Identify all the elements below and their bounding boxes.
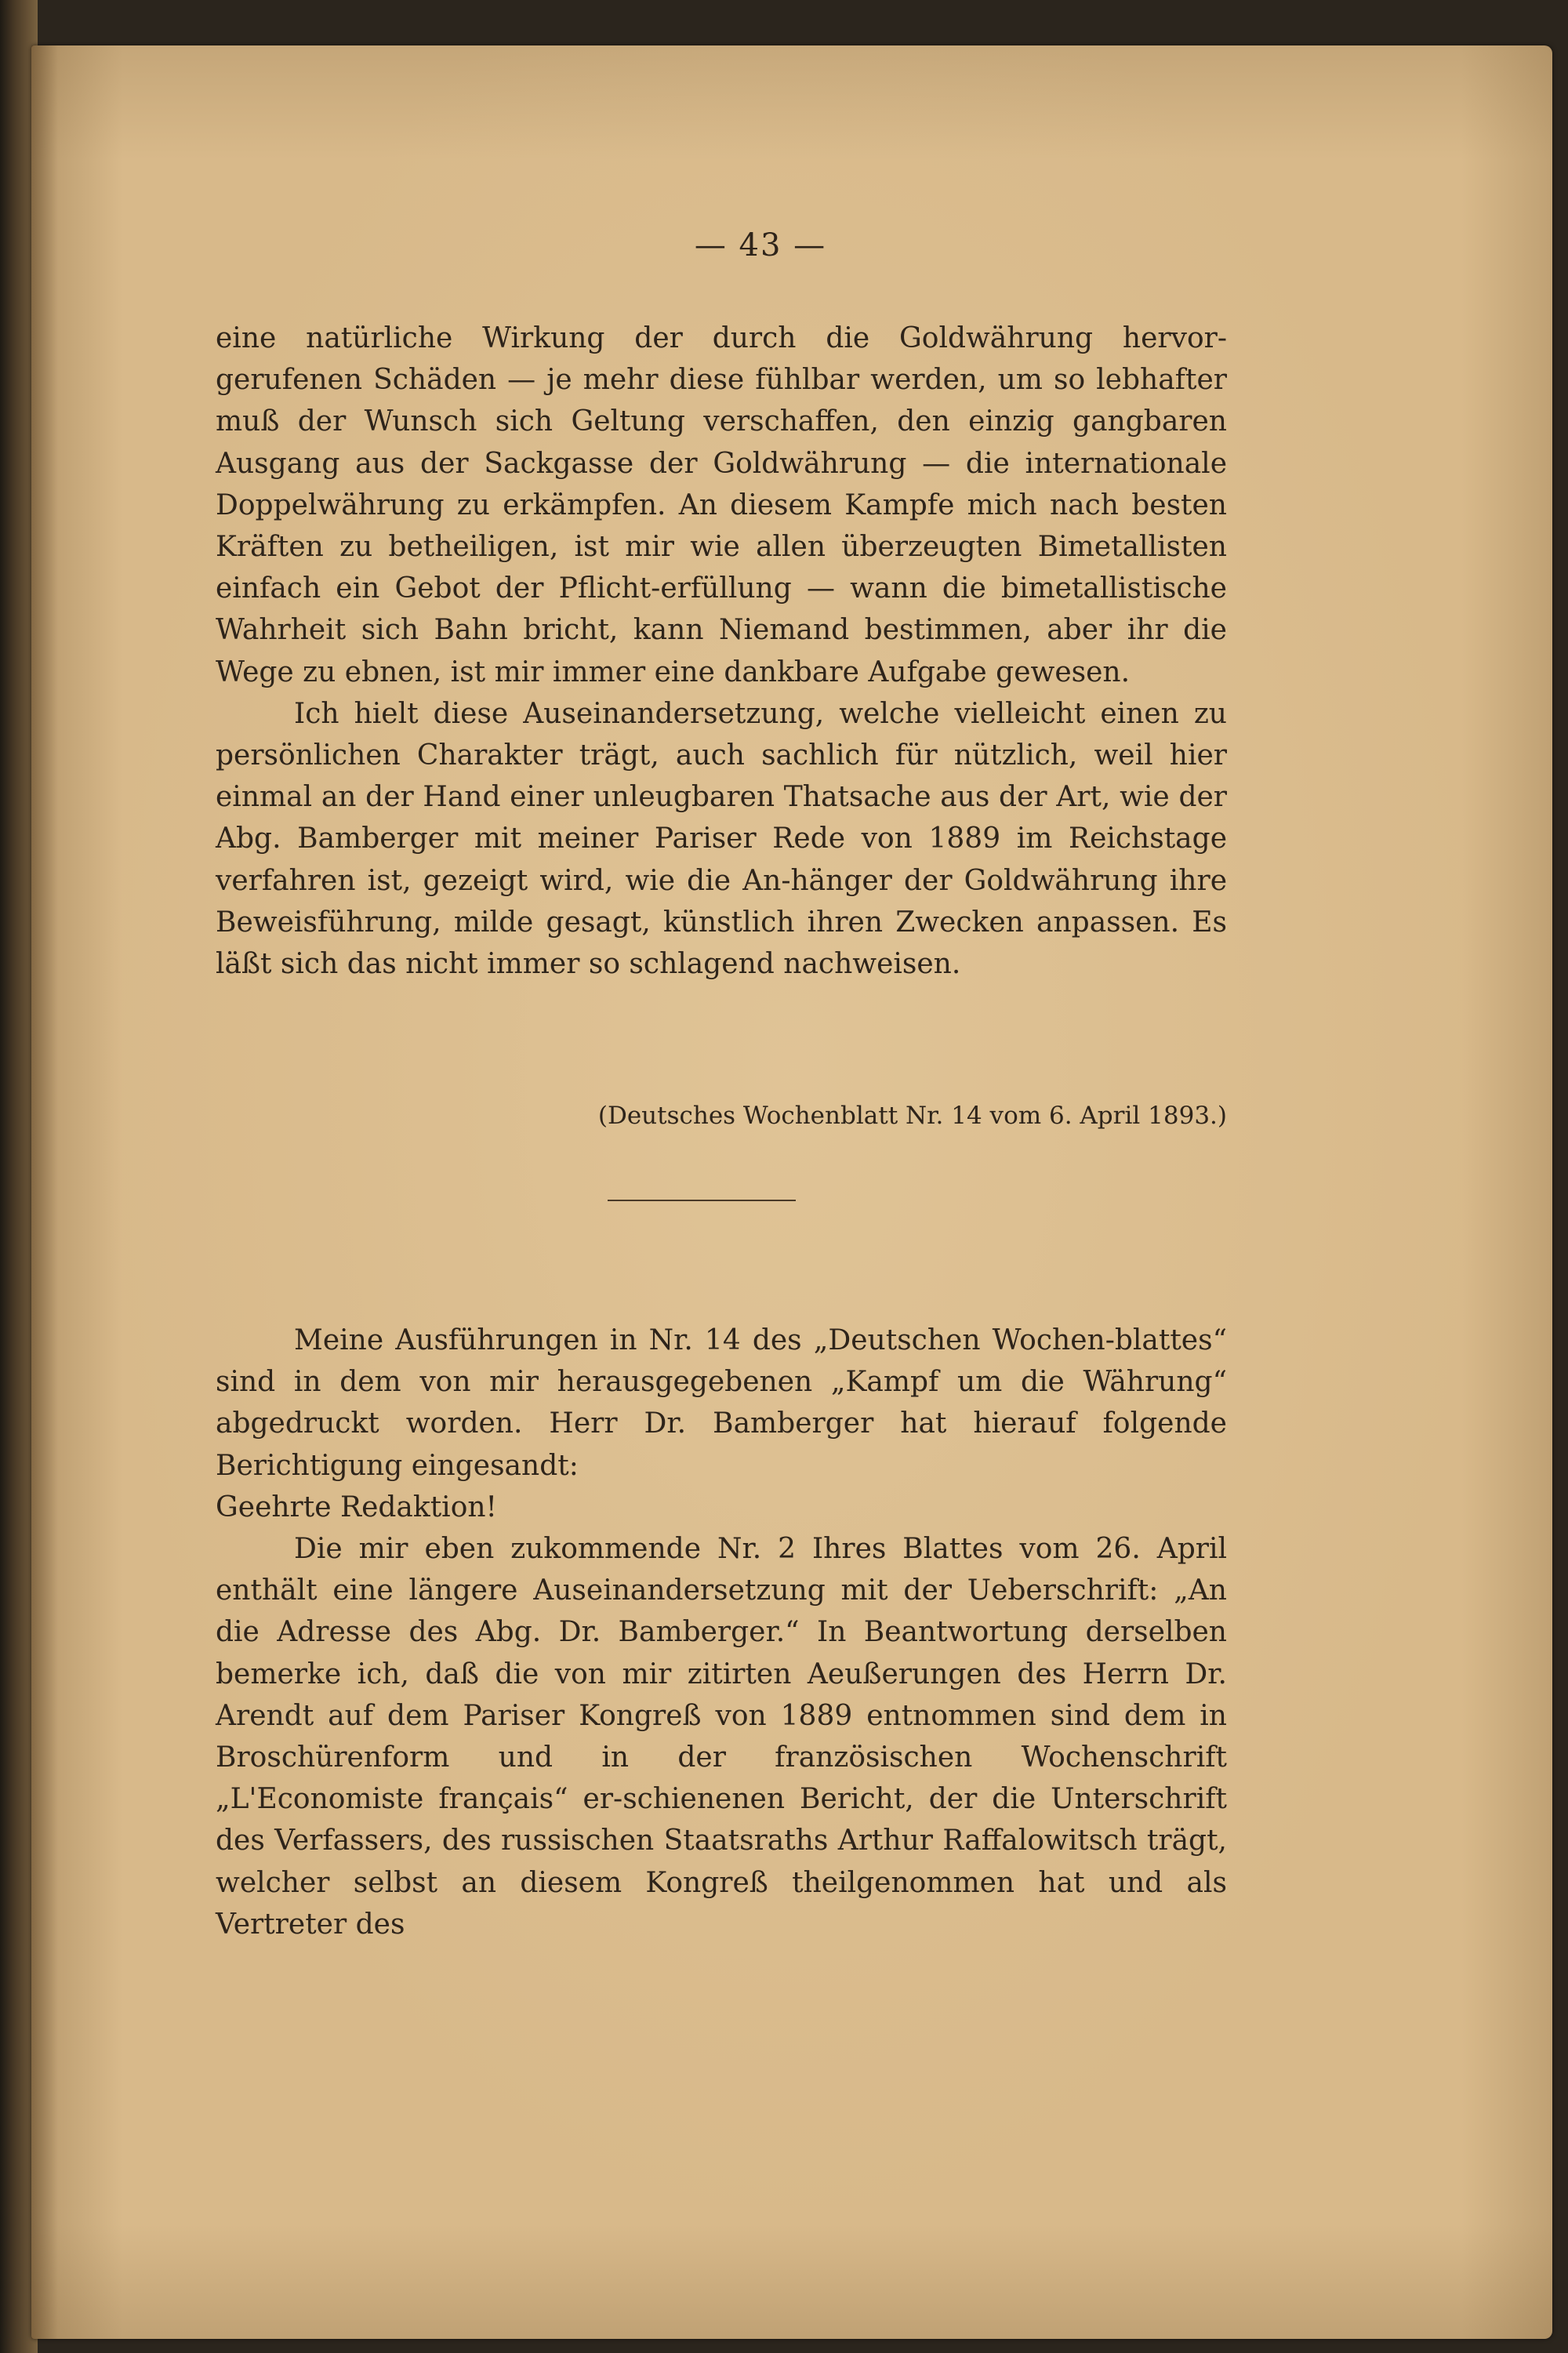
section-divider bbox=[608, 1200, 796, 1201]
letter-paragraph: Die mir eben zukommende Nr. 2 Ihres Blattes vom 26. April enthält eine längere Auseinandersetzung mit der Ueberschrift: „An die Adresse des Abg. Dr. Bamberger.“ In Beantwortung derselben bemerke ich, daß die von mir zitirten Aeußerungen des Herrn Dr. Arendt auf dem Pariser Kongreß von 1889 entnommen sind dem in Broschürenform und in der französischen Wochenschrift „L'Economiste français“ er-schienenen Bericht, der die Unterschrift des Verfassers, des russischen Staatsraths Arthur Raffalowitsch trägt, welcher selbst an diesem Kongreß theilgenommen hat und als Vertreter des bbox=[216, 1533, 1227, 1941]
paragraph: Ich hielt diese Auseinandersetzung, welche vielleicht einen zu persönlichen Charakter trägt, auch sachlich für nützlich, weil hier einmal an der Hand einer unleugbaren Thatsache aus der Art, wie der Abg. Bamberger mit meiner Pariser Rede von 1889 im Reichstage verfahren ist, gezeigt wird, wie die An-hänger der Goldwährung ihre Beweisführung, milde gesagt, künstlich ihren Zwecken anpassen. Es läßt sich das nicht immer so schlagend nachweisen. bbox=[216, 697, 1227, 981]
source-citation: (Deutsches Wochenblatt Nr. 14 vom 6. April 1893.) bbox=[597, 1102, 1227, 1130]
page-fold-shadow bbox=[31, 45, 58, 2339]
paragraph-continued: eine natürliche Wirkung der durch die Goldwährung hervor-gerufenen Schäden — je mehr diese fühlbar werden, um so lebhafter muß der Wunsch sich Geltung verschaffen, den einzig gangbaren Ausgang aus der Sackgasse der Goldwährung — die internationale Doppelwährung zu erkämpfen. An diesem Kampfe mich nach besten Kräften zu betheiligen, ist mir wie allen überzeugten Bimetallisten einfach ein Gebot der Pflicht-erfüllung — wann die bimetallistische Wahrheit sich Bahn bricht, kann Niemand bestimmen, aber ihr die Wege zu ebnen, ist mir immer eine dankbare Aufgabe gewesen. bbox=[216, 322, 1227, 688]
letter-salutation: Geehrte Redaktion! bbox=[216, 1491, 498, 1523]
article-one-body bbox=[216, 318, 1227, 985]
intro-paragraph: Meine Ausführungen in Nr. 14 des „Deutschen Wochen-blattes“ sind in dem von mir herausgegebenen „Kampf um die Währung“ abgedruckt worden. Herr Dr. Bamberger hat hierauf folgende Berichtigung eingesandt: bbox=[216, 1324, 1227, 1482]
page-number: — 43 — bbox=[694, 227, 827, 263]
article-two-body bbox=[216, 1320, 1227, 1945]
